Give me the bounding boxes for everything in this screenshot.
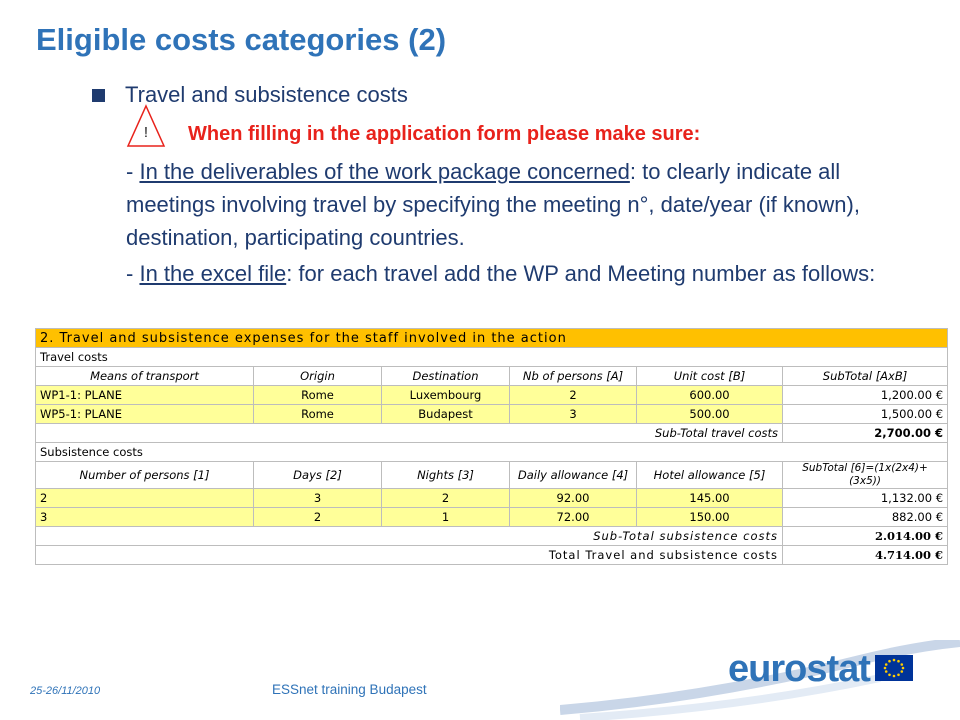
subsistence-header-row: [36, 462, 948, 489]
column-header: Means of transport: [36, 367, 254, 386]
travel-subtotal-row: [36, 424, 948, 443]
bullet-text: Travel and subsistence costs: [125, 82, 408, 107]
subsistence-costs-label: Subsistence costs: [36, 443, 948, 462]
column-header: Destination: [382, 367, 510, 386]
para2-underlined: In the excel file: [139, 261, 287, 286]
column-header: Hotel allowance [5]: [637, 462, 783, 489]
table-cell: 3: [510, 405, 637, 424]
para1-underlined: In the deliverables of the work package concerned: [139, 159, 630, 184]
column-header: Origin: [254, 367, 382, 386]
table-cell: 1,500.00 €: [783, 405, 948, 424]
column-header: Nights [3]: [382, 462, 510, 489]
para1-prefix: -: [126, 159, 140, 184]
travel-label-row: [36, 348, 948, 367]
table-cell: 2: [36, 489, 254, 508]
column-header: SubTotal [6]=(1x(2x4)+(3x5)): [783, 462, 948, 489]
table-row: [36, 489, 948, 508]
warning-triangle-icon: [126, 104, 166, 148]
table-cell: 3: [36, 508, 254, 527]
subsistence-subtotal-value: 2.014.00 €: [783, 527, 948, 546]
eu-flag-icon: [875, 655, 913, 681]
instruction-deliverables: [126, 155, 886, 254]
para1-text: : to clearly indicate all meetings involving travel by specifying the meeting n°, date/year (if known), destination, participating countries.: [126, 159, 860, 250]
table-cell: 2: [510, 386, 637, 405]
travel-costs-label: Travel costs: [36, 348, 948, 367]
travel-subtotal-value: 2,700.00 €: [783, 424, 948, 443]
table-cell: 92.00: [510, 489, 637, 508]
table-cell: 1: [382, 508, 510, 527]
column-header: Number of persons [1]: [36, 462, 254, 489]
table-cell: WP1-1: PLANE: [36, 386, 254, 405]
table-cell: 1,132.00 €: [783, 489, 948, 508]
section-band-row: [36, 329, 948, 348]
subsistence-subtotal-row: [36, 527, 948, 546]
table-cell: 882.00 €: [783, 508, 948, 527]
table-row: [36, 405, 948, 424]
footer-date: 25-26/11/2010: [30, 685, 101, 697]
table-cell: 1,200.00 €: [783, 386, 948, 405]
table-cell: Luxembourg: [382, 386, 510, 405]
table-cell: WP5-1: PLANE: [36, 405, 254, 424]
table-cell: 2: [382, 489, 510, 508]
column-header: Unit cost [B]: [637, 367, 783, 386]
table-cell: Rome: [254, 386, 382, 405]
warning-text: When filling in the application form please make sure:: [188, 123, 701, 145]
square-bullet-icon: [92, 89, 105, 102]
para2-text: : for each travel add the WP and Meeting number as follows:: [286, 261, 876, 286]
subsistence-subtotal-label: Sub-Total subsistence costs: [36, 527, 783, 546]
table-cell: 600.00: [637, 386, 783, 405]
table-cell: 150.00: [637, 508, 783, 527]
column-header: Nb of persons [A]: [510, 367, 637, 386]
para2-prefix: -: [126, 261, 140, 286]
travel-subsistence-table: [35, 328, 948, 565]
table-cell: 2: [254, 508, 382, 527]
table-cell: 72.00: [510, 508, 637, 527]
warning-symbol: !: [143, 124, 149, 141]
table-cell: 500.00: [637, 405, 783, 424]
warning-row: [126, 104, 700, 148]
table-row: [36, 508, 948, 527]
section-title: 2. Travel and subsistence expenses for the staff involved in the action: [36, 329, 948, 348]
column-header: SubTotal [AxB]: [783, 367, 948, 386]
table-row: [36, 386, 948, 405]
eurostat-logo: eurostat: [728, 648, 870, 690]
travel-subtotal-label: Sub-Total travel costs: [36, 424, 783, 443]
footer-event: ESSnet training Budapest: [272, 682, 427, 697]
travel-header-row: [36, 367, 948, 386]
total-row: [36, 546, 948, 565]
table-cell: Rome: [254, 405, 382, 424]
column-header: Days [2]: [254, 462, 382, 489]
subsistence-label-row: [36, 443, 948, 462]
table-cell: 145.00: [637, 489, 783, 508]
total-label: Total Travel and subsistence costs: [36, 546, 783, 565]
table-cell: 3: [254, 489, 382, 508]
table-cell: Budapest: [382, 405, 510, 424]
instruction-excel: [126, 257, 886, 290]
total-value: 4.714.00 €: [783, 546, 948, 565]
slide-title: Eligible costs categories (2): [36, 22, 447, 57]
column-header: Daily allowance [4]: [510, 462, 637, 489]
